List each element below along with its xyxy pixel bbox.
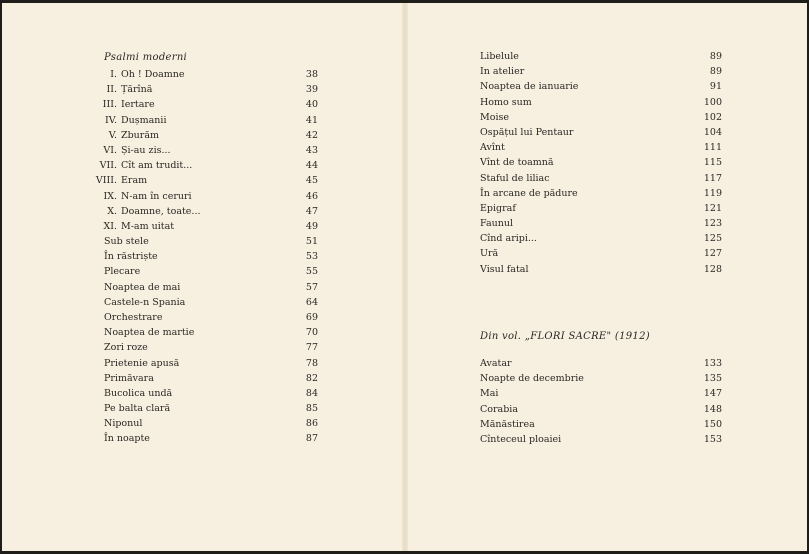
- toc-entry-title: Faunul: [480, 218, 514, 230]
- toc-entry: [480, 79, 730, 94]
- toc-entry-title: Noaptea de martie: [104, 327, 195, 339]
- toc-entry-page-number: 135: [703, 373, 722, 385]
- toc-entry: [104, 371, 327, 386]
- toc-entry: [87, 219, 327, 234]
- toc-entry-title: Epigraf: [480, 202, 516, 214]
- toc-entry-numeral: X.: [107, 205, 117, 217]
- toc-entry-numeral: VI.: [103, 144, 117, 156]
- toc-entry-page-number: 39: [305, 84, 318, 96]
- toc-entry-title: Doamne, toate...: [121, 205, 201, 217]
- toc-entry-title: Cînd aripi...: [480, 233, 537, 245]
- toc-entry-title: În noapte: [104, 433, 150, 445]
- toc-entry: [480, 201, 730, 216]
- toc-entry: [104, 401, 327, 416]
- toc-entry-page-number: 89: [709, 66, 722, 78]
- toc-entry-title: Staful de liliac: [480, 172, 550, 184]
- toc-entry-page-number: 78: [305, 357, 318, 369]
- toc-entry: [480, 140, 730, 155]
- toc-entry-title: Zburăm: [121, 129, 160, 141]
- left-page: [2, 3, 402, 551]
- toc-entry-title: Eram: [121, 175, 148, 187]
- toc-entry-page-number: 70: [305, 327, 318, 339]
- toc-entry: [480, 110, 730, 125]
- toc-entry-title: Ospățul lui Pentaur: [480, 126, 574, 138]
- toc-entry-title: Și-au zis...: [121, 144, 171, 156]
- toc-entry-title: Noaptea de ianuarie: [480, 81, 579, 93]
- toc-entry-title: În arcane de pădure: [480, 187, 578, 199]
- toc-entry-page-number: 119: [703, 187, 722, 199]
- toc-entry-numeral: VII.: [99, 160, 117, 172]
- toc-entry-page-number: 153: [703, 433, 722, 445]
- toc-entry-page-number: 125: [703, 233, 722, 245]
- toc-entry-page-number: 45: [305, 175, 318, 187]
- toc-entry-page-number: 64: [305, 296, 318, 308]
- toc-entry: [104, 295, 327, 310]
- toc-entry-title: Bucolica undă: [104, 387, 173, 399]
- toc-entry-page-number: 47: [305, 205, 318, 217]
- toc-entry-page-number: 69: [305, 311, 318, 323]
- toc-entry-title: Libelule: [480, 51, 519, 62]
- toc-entry-title: Noapte de decembrie: [480, 373, 584, 385]
- toc-entry-page-number: 43: [305, 144, 318, 156]
- toc-entry-title: Mai: [480, 388, 499, 400]
- toc-entry-title: Iertare: [121, 99, 155, 111]
- toc-entry: [480, 125, 730, 140]
- toc-entry: [480, 417, 730, 432]
- toc-entry-page-number: 41: [305, 114, 318, 126]
- toc-entry-page-number: 133: [703, 358, 722, 369]
- toc-entry: [104, 249, 327, 264]
- toc-entry-numeral: II.: [106, 84, 117, 96]
- toc-entry-title: Oh ! Doamne: [121, 69, 185, 80]
- toc-entry-page-number: 77: [305, 342, 318, 354]
- toc-entry-page-number: 148: [703, 403, 722, 415]
- toc-entry: [104, 386, 327, 401]
- toc-entry: [87, 128, 327, 143]
- toc-entry: [480, 49, 730, 64]
- toc-entry-page-number: 89: [709, 51, 722, 62]
- toc-entry-title: Moise: [480, 111, 509, 123]
- toc-entry-title: Homo sum: [480, 96, 532, 108]
- toc-entry-title: Pe balta clară: [104, 403, 171, 415]
- toc-entry-title: Orchestrare: [104, 311, 163, 323]
- toc-entry-page-number: 82: [305, 372, 318, 384]
- toc-entry-title: Cînteceul ploaiei: [480, 433, 562, 445]
- toc-entry-title: Zori roze: [104, 342, 148, 354]
- toc-entry-title: Plecare: [104, 266, 141, 278]
- toc-entry-page-number: 40: [305, 99, 318, 111]
- toc-entry-page-number: 38: [305, 69, 318, 80]
- toc-entry-page-number: 91: [709, 81, 722, 93]
- toc-entry-page-number: 127: [703, 248, 722, 260]
- toc-entry: [480, 171, 730, 186]
- toc-entry-page-number: 115: [703, 157, 722, 169]
- toc-entry: [480, 216, 730, 231]
- toc-entry: [480, 262, 730, 277]
- toc-entry-title: Cît am trudit...: [121, 160, 193, 172]
- toc-entry-title: Dușmanii: [121, 114, 167, 126]
- toc-entry: [480, 432, 730, 447]
- toc-entry-page-number: 121: [703, 202, 722, 214]
- toc-entry: [87, 82, 327, 97]
- toc-entry-title: M-am uitat: [121, 220, 175, 232]
- toc-entry-page-number: 104: [703, 126, 722, 138]
- toc-entry: [104, 280, 327, 295]
- toc-entry-page-number: 147: [703, 388, 722, 400]
- toc-entry: [480, 231, 730, 246]
- toc-entry: [104, 234, 327, 249]
- toc-entry-page-number: 46: [305, 190, 318, 202]
- toc-entry-page-number: 117: [703, 172, 722, 184]
- toc-entry-title: N-am în ceruri: [121, 190, 192, 202]
- toc-entry-title: Ură: [480, 248, 499, 260]
- toc-entry-title: Avînt: [480, 142, 505, 154]
- toc-entry: [104, 356, 327, 371]
- toc-entry: [87, 97, 327, 112]
- toc-entry: [87, 189, 327, 204]
- toc-entry-title: Castele-n Spania: [104, 296, 186, 308]
- toc-entry: [87, 113, 327, 128]
- toc-entry-numeral: IV.: [105, 114, 117, 126]
- toc-entry: [87, 143, 327, 158]
- toc-entry-page-number: 42: [305, 129, 318, 141]
- toc-entry-title: Avatar: [480, 358, 512, 369]
- toc-entry: [104, 431, 327, 446]
- toc-entry-page-number: 51: [305, 236, 318, 247]
- toc-entry: [104, 325, 327, 340]
- toc-entry-page-number: 102: [703, 111, 722, 123]
- toc-entry-page-number: 85: [305, 403, 318, 415]
- toc-entry-page-number: 87: [305, 433, 318, 445]
- toc-entry: [480, 186, 730, 201]
- toc-entry: [87, 173, 327, 188]
- toc-entry-page-number: 128: [703, 263, 722, 275]
- toc-entry-title: Niponul: [104, 418, 143, 430]
- toc-entry: [480, 246, 730, 261]
- toc-entry-title: Visul fatal: [480, 263, 529, 275]
- right-entry-list: [480, 49, 730, 277]
- toc-entry-title: Sub stele: [104, 236, 149, 247]
- toc-entry-page-number: 150: [703, 418, 722, 430]
- toc-entry-title: Primăvara: [104, 372, 154, 384]
- toc-entry-page-number: 111: [703, 142, 722, 154]
- toc-entry-page-number: 49: [305, 220, 318, 232]
- toc-entry-page-number: 44: [305, 160, 318, 172]
- toc-entry-title: Noaptea de mai: [104, 281, 181, 293]
- toc-entry-numeral: IX.: [103, 190, 117, 202]
- section-heading-flori-sacre: Din vol. „FLORI SACRE" (1912): [480, 331, 650, 342]
- toc-entry: [87, 204, 327, 219]
- toc-entry: [480, 371, 730, 386]
- toc-entry-title: În răstriște: [104, 251, 158, 263]
- toc-entry-page-number: 53: [305, 251, 318, 263]
- toc-entry-numeral: I.: [110, 69, 117, 80]
- toc-entry: [104, 416, 327, 431]
- toc-entry-title: Corabia: [480, 403, 518, 415]
- toc-entry-title: Vînt de toamnă: [480, 157, 554, 169]
- toc-entry: [87, 158, 327, 173]
- toc-entry-numeral: III.: [102, 99, 117, 111]
- toc-entry-numeral: VIII.: [95, 175, 117, 187]
- toc-entry-page-number: 86: [305, 418, 318, 430]
- toc-entry-title: Țărînă: [121, 84, 153, 96]
- toc-entry: [104, 310, 327, 325]
- toc-entry-numeral: V.: [108, 129, 117, 141]
- toc-entry: [480, 95, 730, 110]
- toc-entry: [480, 402, 730, 417]
- toc-entry: [480, 64, 730, 79]
- toc-entry-numeral: XI.: [103, 220, 117, 232]
- left-entry-list: [104, 234, 327, 447]
- right-page: [408, 3, 807, 551]
- toc-entry: [480, 155, 730, 170]
- toc-entry: [480, 356, 730, 371]
- toc-entry: [87, 67, 327, 82]
- section-heading-psalmi-moderni: Psalmi moderni: [104, 52, 188, 63]
- book-spread: [2, 3, 807, 551]
- toc-entry-page-number: 123: [703, 218, 722, 230]
- flori-sacre-entry-list: [480, 356, 730, 447]
- toc-entry-page-number: 100: [703, 96, 722, 108]
- toc-entry-page-number: 55: [305, 266, 318, 278]
- toc-entry-title: In atelier: [480, 66, 525, 78]
- psalm-list: [87, 67, 327, 234]
- toc-entry: [104, 340, 327, 355]
- toc-entry-page-number: 57: [305, 281, 318, 293]
- toc-entry-title: Mănăstirea: [480, 418, 535, 430]
- toc-entry-page-number: 84: [305, 387, 318, 399]
- toc-entry: [480, 386, 730, 401]
- toc-entry: [104, 264, 327, 279]
- toc-entry-title: Prietenie apusă: [104, 357, 180, 369]
